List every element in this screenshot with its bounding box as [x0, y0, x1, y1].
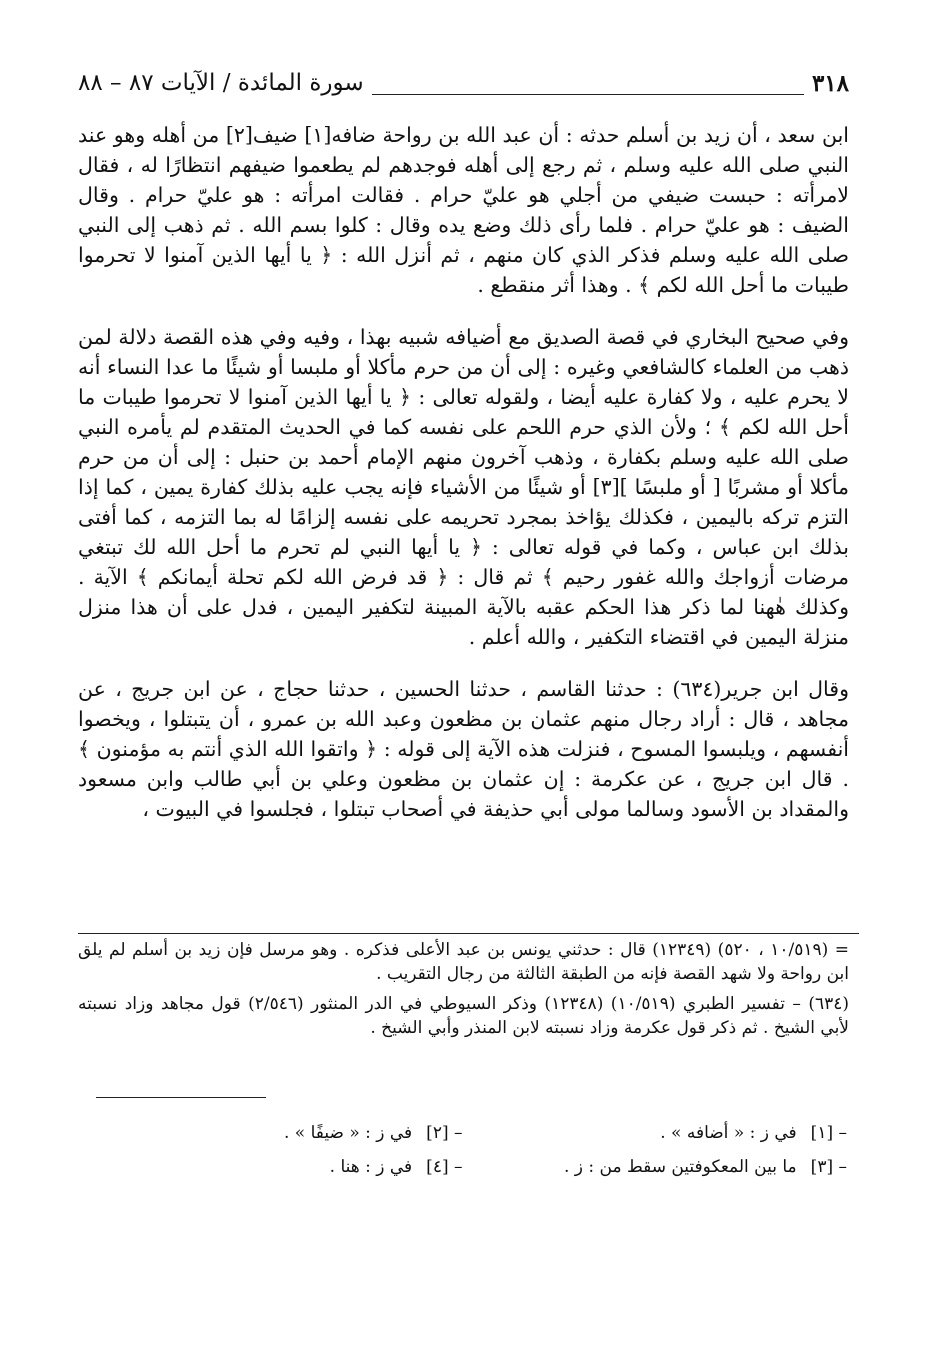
footnote: (٦٣٤) – تفسير الطبري (١٠/٥١٩) (١٢٣٤٨) وذكر السيوطي في الدر المنثور (٢/٥٤٦) قول مجاهد وزاد نسبته لأبي الشيخ . ثم ذكر قول عكرمة وزاد نسبته لابن المنذر وأبي الشيخ . — [78, 994, 850, 1038]
variant-text: ما بين المعكوفتين سقط من : ز . — [563, 1157, 797, 1177]
manuscript-variants — [78, 1116, 847, 1184]
variant-marker: [٢] – — [426, 1123, 463, 1143]
variant-marker: [١] – — [810, 1123, 847, 1143]
variants-row — [78, 1150, 847, 1184]
page-number: ٣١٨ — [804, 70, 849, 97]
variant-note — [463, 1116, 848, 1150]
variant-marker: [٤] – — [426, 1157, 463, 1177]
variants-separator — [96, 1097, 266, 1098]
paragraph: ابن سعد ، أن زيد بن أسلم حدثه : أن عبد الله بن رواحة ضافه[١] ضيف[٢] من أهله وهو عند النبي صلى الله عليه وسلم ، ثم رجع إلى أهله فوجدهم لم يطعموا ضيفهم انتظارًا له ، فقال لامرأته : حبست ضيفي من أجلي هو عليّ حرام . فقالت امرأته : هو عليّ حرام . وقال الضيف : هو عليّ حرام . فلما رأى ذلك وضع يده وقال : كلوا بسم الله . ثم ذهب إلى النبي صلى الله عليه وسلم فذكر الذي كان منهم ، ثم أنزل الله : ﴿ يا أيها الذين آمنوا لا تحرموا طيبات ما أحل الله لكم ﴾ . وهذا أثر منقطع . — [78, 123, 849, 297]
footnote: = (١٠/٥١٩ ، ٥٢٠) (١٢٣٤٩) قال : حدثني يونس بن عبد الأعلى فذكره . وهو مرسل فإن زيد بن أسلم لم يلق ابن رواحة ولا شهد القصة فإنه من الطبقة الثالثة من رجال التقريب . — [78, 940, 850, 984]
running-title: سورة المائدة / الآيات ٨٧ – ٨٨ — [78, 70, 372, 96]
variant-text: في ز : « ضيفًا » . — [283, 1123, 413, 1143]
variant-note — [78, 1150, 463, 1184]
paragraph: وقال ابن جرير(٦٣٤) : حدثنا القاسم ، حدثنا الحسين ، حدثنا حجاج ، عن ابن جريج ، عن مجاهد ، قال : أراد رجال منهم عثمان بن مظعون وعبد الله بن عمرو ، أن يتبتلوا ، ويخصوا أنفسهم ، ويلبسوا المسوح ، فنزلت هذه الآية إلى قوله : ﴿ واتقوا الله الذي أنتم به مؤمنون ﴾ . قال ابن جريج ، عن عكرمة : إن عثمان بن مظعون وعلي بن أبي طالب وابن مسعود والمقداد بن الأسود وسالما مولى أبي حذيفة في أصحاب تبتلوا ، فجلسوا في البيوت ، — [78, 677, 849, 821]
main-text — [78, 120, 849, 824]
footnotes — [78, 938, 849, 1046]
page-header — [78, 66, 849, 100]
variant-text: في ز : « أضافه » . — [660, 1123, 797, 1143]
variant-note — [78, 1116, 463, 1150]
variant-text: في ز : هنا . — [329, 1157, 413, 1177]
footnote-separator — [78, 933, 859, 934]
variants-row — [78, 1116, 847, 1150]
variant-note — [463, 1150, 848, 1184]
paragraph: وفي صحيح البخاري في قصة الصديق مع أضيافه شبيه بهذا ، وفيه وفي هذه القصة دلالة لمن ذهب من العلماء كالشافعي وغيره : إلى أن من حرم مأكلا أو ملبسا أو شيئًا ما عدا النساء أنه لا يحرم عليه ، ولا كفارة عليه أيضا ، ولقوله تعالى : ﴿ يا أيها الذين آمنوا لا تحرموا طيبات ما أحل الله لكم ﴾ ؛ ولأن الذي حرم اللحم على نفسه كما في الحديث المتقدم لم يأمره النبي صلى الله عليه وسلم بكفارة ، وذهب آخرون منهم الإمام أحمد بن حنبل : إلى أن من حرم مأكلا أو مشربًا [ أو ملبسًا ][٣] أو شيئًا من الأشياء فإنه يجب عليه بذلك كفارة يمين ، كما إذا التزم تركه باليمين ، فكذلك يؤاخذ بمجرد تحريمه على نفسه إلزامًا له بما التزمه ، كما أفتى بذلك ابن عباس ، وكما في قوله تعالى : ﴿ يا أيها النبي لم تحرم ما أحل الله لك تبتغي مرضات أزواجك والله غفور رحيم ﴾ ثم قال : ﴿ قد فرض الله لكم تحلة أيمانكم ﴾ الآية . وكذلك هٰهنا لما ذكر هذا الحكم عقبه بالآية المبينة لتكفير اليمين ، فدل على أن هذا منزل منزلة اليمين في اقتضاء التكفير ، والله أعلم . — [78, 325, 849, 649]
variant-marker: [٣] – — [810, 1157, 847, 1177]
